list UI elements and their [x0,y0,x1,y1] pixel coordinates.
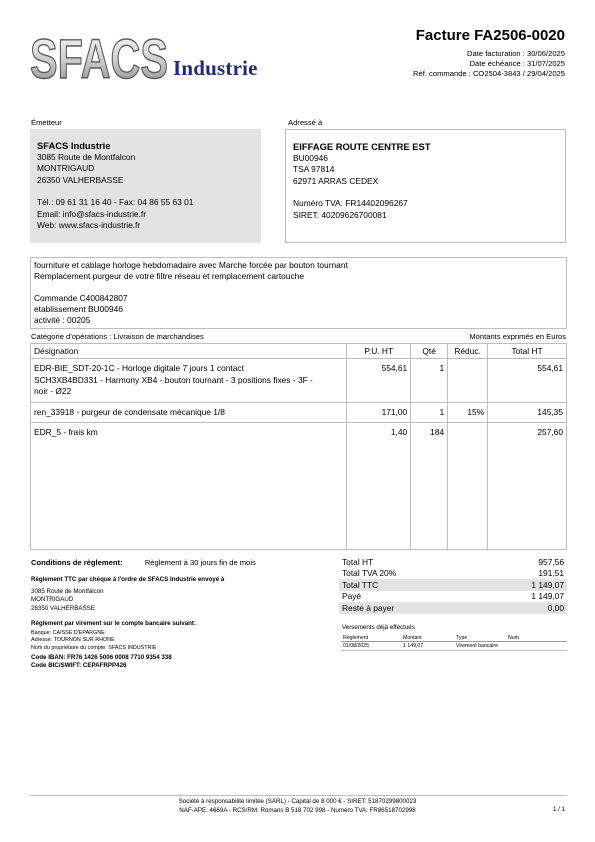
row-discount [448,359,488,403]
sfacs-logo [28,28,170,86]
payment-num [506,642,567,651]
row-designation: EDR_5 - frais km [31,423,347,443]
category-row [31,332,566,341]
payments-header-date: Règlement [341,634,401,642]
payments-header-type: Type [454,634,506,642]
totals-row [339,568,567,580]
iban: Code IBAN: FR76 1426 5006 0008 7710 9354 338 [31,654,172,661]
cheque-address [31,588,104,613]
row-designation: ren_33918 - purgeur de condensate mécanique 1/8 [31,402,347,423]
row-unit-price: 171,00 [347,402,411,423]
footer-line-2: NAF-APE: 4669A - RCS/RM: Romans B 518 702 998 - Numéro TVA: FR86518702998 [179,807,416,814]
paid-value: 1 149,07 [531,591,564,602]
bank-name: Banque: CAISSE D'EPARGNE [31,630,105,636]
table-row [31,423,567,443]
paid-label: Payé [342,591,362,602]
totals-row [339,591,567,603]
recipient-box [285,129,566,243]
description-line-2: Remplacement purgeur de votre filtre réseau et remplacement cartouche [34,271,304,281]
description-line-1: fourniture et cablage horloge hebdomadaire avec Marche forcée par bouton tournant [34,260,348,270]
table-filler-row [31,443,567,550]
designation-line: noir - Ø22 [34,386,72,396]
row-quantity: 1 [411,402,448,423]
totals-table [339,556,567,614]
row-quantity: 1 [411,359,448,403]
sender-name: SFACS Industrie [37,140,111,151]
row-unit-price: 554,61 [347,359,411,403]
invoice-meta [413,49,565,79]
payment-amount: 1 149,07 [401,642,454,651]
payment-conditions [31,558,256,567]
recipient-line-2: TSA 97814 [293,164,335,175]
cheque-address-3: 26350 VALHERBASSE [31,604,95,612]
sender-label: Émetteur [31,118,62,127]
bank-address: Adresse: TOURNON SUR RHONE [31,637,115,644]
payments-header-amount: Montant [401,634,454,642]
total-tva-label: Total TVA 20% [342,568,397,579]
logo-brand-text: SFACS [30,28,168,86]
header-quantity: Qté [411,344,448,359]
designation-line: EDR-BIE_SDT-20-1C - Horloge digitale 7 jours 1 contact [34,363,244,373]
sender-address-1: 3085 Route de Montfalcon [37,152,136,162]
invoice-due-date: Date échéance : 31/07/2025 [469,59,565,68]
recipient-line-1: BU00946 [293,153,328,163]
sender-web[interactable]: Web: www.sfacs-industrie.fr [37,220,141,231]
invoice-date: Date facturation : 30/06/2025 [467,49,565,58]
row-discount: 15% [448,402,488,423]
header-unit-price: P.U. HT [347,344,411,359]
footer-legal [0,797,595,815]
payments-row [341,642,567,651]
operation-category: Catégorie d'opérations : Livraison de marchandises [31,332,204,341]
description-box [30,257,567,329]
account-holder: Nom du propriétaire du compte: SFACS INDUSTRIE [31,644,157,651]
transfer-title: Règlement par virement sur le compte bancaire suivant: [31,620,197,627]
designation-line: SCH3XB4BD331 - Harmony XB4 - bouton tournant - 3 positions fixes - 3F - [34,374,313,385]
sender-email[interactable]: Email: info@sfacs-industrie.fr [37,208,147,219]
table-row [31,359,567,403]
currency-note: Montants exprimés en Euros [469,332,566,341]
header-designation: Désignation [31,344,347,359]
row-total: 257,60 [488,423,567,443]
row-unit-price: 1,40 [347,423,411,443]
row-quantity: 184 [411,423,448,443]
description-line-5: activité : 00205 [34,315,91,325]
description-line-3: Commande C400842807 [34,293,128,303]
totals-row [339,602,567,614]
bic: Code BIC/SWIFT: CEPAFRPP426 [31,662,127,669]
conditions-label: Conditions de règlement: [31,558,123,567]
bank-details [31,630,157,652]
payments-header-row [341,634,567,642]
description-line-4: etablissement BU00946 [34,304,123,314]
remaining-value: 0,00 [478,602,567,614]
payment-type: Virement bancaire [454,642,506,651]
sender-box [30,129,261,243]
sender-phone: Tél.: 09 61 31 16 40 - Fax: 04 86 55 63 01 [37,197,194,208]
header-discount: Réduc. [448,344,488,359]
totals-row [339,579,567,591]
recipient-vat: Numéro TVA: FR14402096267 [293,198,408,209]
total-ttc-value: 1 149,07 [478,579,567,591]
payments-title: Versements déjà effectués [342,624,415,631]
page-number: 1 / 1 [552,806,565,813]
footer-line-1: Société à responsabilité limitée (SARL) - Capital de 8 000 € - SIRET: 51870299800023 [178,798,417,805]
recipient-siret: SIRET: 40209626700081 [293,209,387,220]
row-total: 554,61 [488,359,567,403]
recipient-name: EIFFAGE ROUTE CENTRE EST [293,141,431,152]
total-ht-value: 957,56 [538,556,564,567]
row-total: 145,35 [488,402,567,423]
payment-date: 01/08/2025 [341,642,401,651]
cheque-title: Règlement TTC par chèque à l'ordre de SFACS Industrie envoyé à [31,576,225,583]
remaining-label: Reste à payer [339,602,478,614]
table-row [31,402,567,423]
invoice-order-ref: Réf. commande : CO2504-3843 / 29/04/2025 [413,69,565,78]
row-designation [31,359,347,403]
row-discount [448,423,488,443]
recipient-label: Adressé à [288,118,323,127]
conditions-value: Règlement à 30 jours fin de mois [144,558,256,567]
invoice-title: Facture FA2506-0020 [415,27,565,44]
header-total: Total HT [488,344,567,359]
table-header-row [31,344,567,359]
recipient-line-3: 62971 ARRAS CEDEX [293,175,379,186]
logo-industrie-text: Industrie [173,56,258,80]
cheque-address-2: MONTRIGAUD [31,596,74,604]
total-ht-label: Total HT [342,556,374,567]
sender-address-2: MONTRIGAUD [37,163,95,174]
total-ttc-label: Total TTC [339,579,478,591]
totals-row [339,556,567,568]
items-table [30,343,567,550]
footer-divider [30,795,567,796]
cheque-address-1: 3085 Route de Montfalcon [31,588,104,595]
payments-table [341,634,567,651]
sender-address-3: 26350 VALHERBASSE [37,174,124,185]
payments-header-num: Num [506,634,567,642]
total-tva-value: 191,51 [538,568,564,579]
